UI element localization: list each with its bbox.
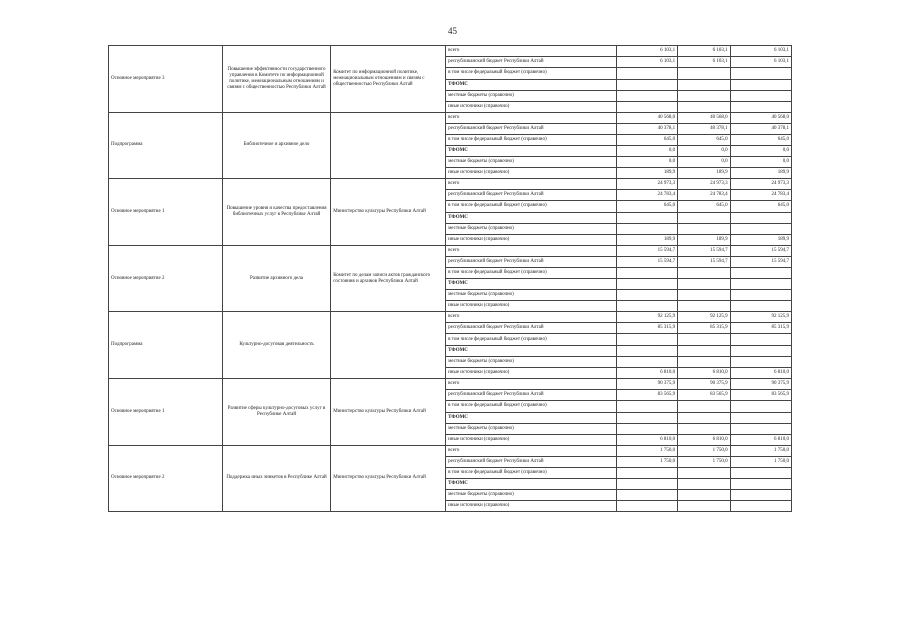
funding-source: ТФОМС: [446, 212, 617, 223]
funding-source: всего: [446, 245, 617, 256]
amount-year-3: 1 750,0: [730, 445, 791, 456]
amount-year-1: 6 810,0: [616, 434, 677, 445]
amount-year-2: [678, 223, 731, 234]
amount-year-3: 1 750,0: [730, 456, 791, 467]
amount-year-3: [730, 501, 791, 512]
amount-year-3: 85 315,9: [730, 323, 791, 334]
amount-year-1: [616, 212, 677, 223]
table-row: [109, 179, 792, 190]
table-row: [109, 312, 792, 323]
funding-source: в том числе федеральный бюджет (справочно): [446, 68, 617, 80]
table-row: [109, 378, 792, 389]
amount-year-1: [616, 412, 677, 423]
amount-year-2: [678, 356, 731, 367]
amount-year-2: [678, 68, 731, 80]
amount-year-2: 15 594,7: [678, 245, 731, 256]
row-executor: [331, 112, 446, 179]
amount-year-3: [730, 223, 791, 234]
amount-year-3: [730, 400, 791, 412]
amount-year-1: 90 375,9: [616, 378, 677, 389]
funding-source: местные бюджеты (справочно): [446, 490, 617, 501]
amount-year-3: [730, 479, 791, 490]
amount-year-1: [616, 301, 677, 312]
amount-year-2: 6 103,1: [678, 46, 731, 57]
funding-source: в том числе федеральный бюджет (справочно): [446, 134, 617, 146]
amount-year-1: 24 973,3: [616, 179, 677, 190]
amount-year-2: [678, 345, 731, 356]
amount-year-3: 189,9: [730, 168, 791, 179]
amount-year-2: 6 810,0: [678, 367, 731, 378]
amount-year-1: 645,0: [616, 134, 677, 146]
amount-year-3: [730, 279, 791, 290]
amount-year-2: 83 565,9: [678, 389, 731, 400]
amount-year-1: 85 315,9: [616, 323, 677, 334]
amount-year-3: 6 103,1: [730, 46, 791, 57]
amount-year-2: 90 375,9: [678, 378, 731, 389]
row-name: Повышение уровня и качества предоставления библиотечных услуг в Республике Алтай: [222, 179, 330, 246]
funding-source: всего: [446, 112, 617, 123]
funding-source: местные бюджеты (справочно): [446, 90, 617, 101]
amount-year-2: 1 750,0: [678, 445, 731, 456]
table-row: [109, 445, 792, 456]
funding-source: ТФОМС: [446, 345, 617, 356]
amount-year-3: 645,0: [730, 201, 791, 213]
funding-source: ТФОМС: [446, 79, 617, 90]
amount-year-3: [730, 467, 791, 479]
amount-year-1: [616, 356, 677, 367]
amount-year-1: [616, 479, 677, 490]
amount-year-1: [616, 490, 677, 501]
amount-year-1: [616, 267, 677, 279]
amount-year-3: 90 375,9: [730, 378, 791, 389]
funding-source: иные источники (справочно): [446, 234, 617, 245]
funding-source: республиканский бюджет Республики Алтай: [446, 190, 617, 201]
amount-year-2: 85 315,9: [678, 323, 731, 334]
amount-year-1: [616, 101, 677, 112]
funding-source: местные бюджеты (справочно): [446, 356, 617, 367]
row-name: Поддержка иных эникетов в Республике Алтай: [222, 445, 330, 512]
amount-year-1: 645,0: [616, 201, 677, 213]
amount-year-3: [730, 290, 791, 301]
funding-source: республиканский бюджет Республики Алтай: [446, 323, 617, 334]
row-type: Основное мероприятие 2: [109, 245, 223, 312]
amount-year-2: 189,9: [678, 234, 731, 245]
amount-year-3: 189,9: [730, 234, 791, 245]
amount-year-2: [678, 279, 731, 290]
funding-source: местные бюджеты (справочно): [446, 223, 617, 234]
amount-year-1: [616, 501, 677, 512]
amount-year-3: [730, 90, 791, 101]
amount-year-1: 6 103,1: [616, 57, 677, 68]
amount-year-1: [616, 334, 677, 346]
amount-year-1: 6 810,0: [616, 367, 677, 378]
amount-year-3: [730, 68, 791, 80]
table-row: [109, 112, 792, 123]
row-type: Подпрограмма: [109, 112, 223, 179]
funding-source: в том числе федеральный бюджет (справочно): [446, 267, 617, 279]
amount-year-2: 15 594,7: [678, 256, 731, 267]
funding-source: всего: [446, 378, 617, 389]
amount-year-1: [616, 79, 677, 90]
amount-year-2: [678, 501, 731, 512]
amount-year-1: 92 125,9: [616, 312, 677, 323]
row-executor: Комитет по делам записи актов гражданского состояния и архивов Республики Алтай: [331, 245, 446, 312]
amount-year-3: [730, 267, 791, 279]
amount-year-2: 645,0: [678, 134, 731, 146]
row-type: Основное мероприятие 1: [109, 179, 223, 246]
row-name: Развитие сферы культурно-досуговых услуг в Республике Алтай: [222, 378, 330, 445]
amount-year-1: 189,9: [616, 234, 677, 245]
amount-year-2: [678, 90, 731, 101]
row-executor: Комитет по информационной политике, межнациональным отношениям и связям с общественностью Республики Алтай: [331, 46, 446, 113]
amount-year-2: [678, 290, 731, 301]
amount-year-2: 1 750,0: [678, 456, 731, 467]
amount-year-2: 92 125,9: [678, 312, 731, 323]
amount-year-2: [678, 101, 731, 112]
funding-source: республиканский бюджет Республики Алтай: [446, 456, 617, 467]
funding-source: ТФОМС: [446, 146, 617, 157]
amount-year-2: 645,0: [678, 201, 731, 213]
amount-year-2: 40 568,0: [678, 112, 731, 123]
row-executor: Министерство культуры Республики Алтай: [331, 179, 446, 246]
row-type: Основное мероприятие 3: [109, 46, 223, 113]
amount-year-2: 0,0: [678, 157, 731, 168]
amount-year-1: 83 565,9: [616, 389, 677, 400]
funding-source: иные источники (справочно): [446, 101, 617, 112]
funding-source: иные источники (справочно): [446, 501, 617, 512]
funding-source: местные бюджеты (справочно): [446, 423, 617, 434]
amount-year-2: [678, 212, 731, 223]
amount-year-1: [616, 223, 677, 234]
funding-source: ТФОМС: [446, 279, 617, 290]
row-type: Подпрограмма: [109, 312, 223, 379]
row-executor: Министерство культуры Республики Алтай: [331, 445, 446, 512]
amount-year-2: [678, 301, 731, 312]
amount-year-3: [730, 356, 791, 367]
amount-year-3: 40 568,0: [730, 112, 791, 123]
funding-source: республиканский бюджет Республики Алтай: [446, 256, 617, 267]
amount-year-3: 40 378,1: [730, 123, 791, 134]
amount-year-3: 83 565,9: [730, 389, 791, 400]
amount-year-1: 24 783,4: [616, 190, 677, 201]
amount-year-3: [730, 412, 791, 423]
funding-source: всего: [446, 445, 617, 456]
amount-year-1: 189,9: [616, 168, 677, 179]
amount-year-3: 15 594,7: [730, 256, 791, 267]
row-name: Повышение эффективности государственного управления в Комитете по информационной политике, межнациональным отношениям и связям с общественностью Республики Алтай: [222, 46, 330, 113]
amount-year-1: [616, 467, 677, 479]
amount-year-1: 15 594,7: [616, 256, 677, 267]
amount-year-1: 40 378,1: [616, 123, 677, 134]
amount-year-3: 24 973,3: [730, 179, 791, 190]
amount-year-3: 6 810,0: [730, 434, 791, 445]
funding-source: иные источники (справочно): [446, 168, 617, 179]
amount-year-1: [616, 423, 677, 434]
table-row: [109, 46, 792, 57]
amount-year-2: [678, 479, 731, 490]
funding-source: ТФОМС: [446, 479, 617, 490]
amount-year-3: 6 103,1: [730, 57, 791, 68]
amount-year-3: [730, 423, 791, 434]
funding-source: в том числе федеральный бюджет (справочно): [446, 334, 617, 346]
amount-year-1: 0,0: [616, 146, 677, 157]
amount-year-3: [730, 212, 791, 223]
amount-year-1: 40 568,0: [616, 112, 677, 123]
amount-year-1: [616, 279, 677, 290]
amount-year-2: [678, 79, 731, 90]
funding-source: республиканский бюджет Республики Алтай: [446, 123, 617, 134]
funding-source: местные бюджеты (справочно): [446, 290, 617, 301]
amount-year-2: [678, 490, 731, 501]
amount-year-3: 0,0: [730, 146, 791, 157]
funding-source: всего: [446, 312, 617, 323]
amount-year-1: [616, 345, 677, 356]
amount-year-1: [616, 90, 677, 101]
amount-year-2: 0,0: [678, 146, 731, 157]
amount-year-2: [678, 267, 731, 279]
amount-year-3: 92 125,9: [730, 312, 791, 323]
amount-year-3: 6 810,0: [730, 367, 791, 378]
amount-year-2: 40 378,1: [678, 123, 731, 134]
funding-source: иные источники (справочно): [446, 301, 617, 312]
amount-year-2: [678, 412, 731, 423]
table-row: [109, 245, 792, 256]
funding-source: всего: [446, 46, 617, 57]
row-type: Основное мероприятие 2: [109, 445, 223, 512]
amount-year-1: 15 594,7: [616, 245, 677, 256]
page-number: 45: [448, 26, 457, 36]
amount-year-1: 1 750,0: [616, 456, 677, 467]
funding-source: республиканский бюджет Республики Алтай: [446, 57, 617, 68]
budget-table: [108, 45, 792, 512]
amount-year-3: [730, 345, 791, 356]
amount-year-2: [678, 423, 731, 434]
amount-year-1: [616, 400, 677, 412]
amount-year-2: 6 103,1: [678, 57, 731, 68]
amount-year-3: [730, 79, 791, 90]
amount-year-3: [730, 490, 791, 501]
funding-source: всего: [446, 179, 617, 190]
funding-source: иные источники (справочно): [446, 434, 617, 445]
funding-source: в том числе федеральный бюджет (справочно): [446, 400, 617, 412]
amount-year-3: 0,0: [730, 157, 791, 168]
row-executor: [331, 312, 446, 379]
funding-source: местные бюджеты (справочно): [446, 157, 617, 168]
amount-year-2: 189,9: [678, 168, 731, 179]
amount-year-1: 6 103,1: [616, 46, 677, 57]
amount-year-1: 1 750,0: [616, 445, 677, 456]
amount-year-3: [730, 301, 791, 312]
amount-year-2: [678, 467, 731, 479]
row-type: Основное мероприятие 1: [109, 378, 223, 445]
funding-source: в том числе федеральный бюджет (справочно): [446, 467, 617, 479]
amount-year-3: [730, 101, 791, 112]
amount-year-2: 24 783,4: [678, 190, 731, 201]
amount-year-2: [678, 334, 731, 346]
funding-source: ТФОМС: [446, 412, 617, 423]
funding-source: иные источники (справочно): [446, 367, 617, 378]
funding-source: республиканский бюджет Республики Алтай: [446, 389, 617, 400]
row-executor: Министерство культуры Республики Алтай: [331, 378, 446, 445]
row-name: Культурно-досуговая деятельность: [222, 312, 330, 379]
funding-source: в том числе федеральный бюджет (справочно): [446, 201, 617, 213]
amount-year-2: 24 973,3: [678, 179, 731, 190]
amount-year-3: 15 594,7: [730, 245, 791, 256]
amount-year-2: [678, 400, 731, 412]
amount-year-3: [730, 334, 791, 346]
amount-year-1: [616, 290, 677, 301]
row-name: Библиотечное и архивное дело: [222, 112, 330, 179]
amount-year-3: 645,0: [730, 134, 791, 146]
row-name: Развитие архивного дела: [222, 245, 330, 312]
amount-year-1: [616, 68, 677, 80]
amount-year-2: 6 810,0: [678, 434, 731, 445]
amount-year-3: 24 783,4: [730, 190, 791, 201]
amount-year-1: 0,0: [616, 157, 677, 168]
